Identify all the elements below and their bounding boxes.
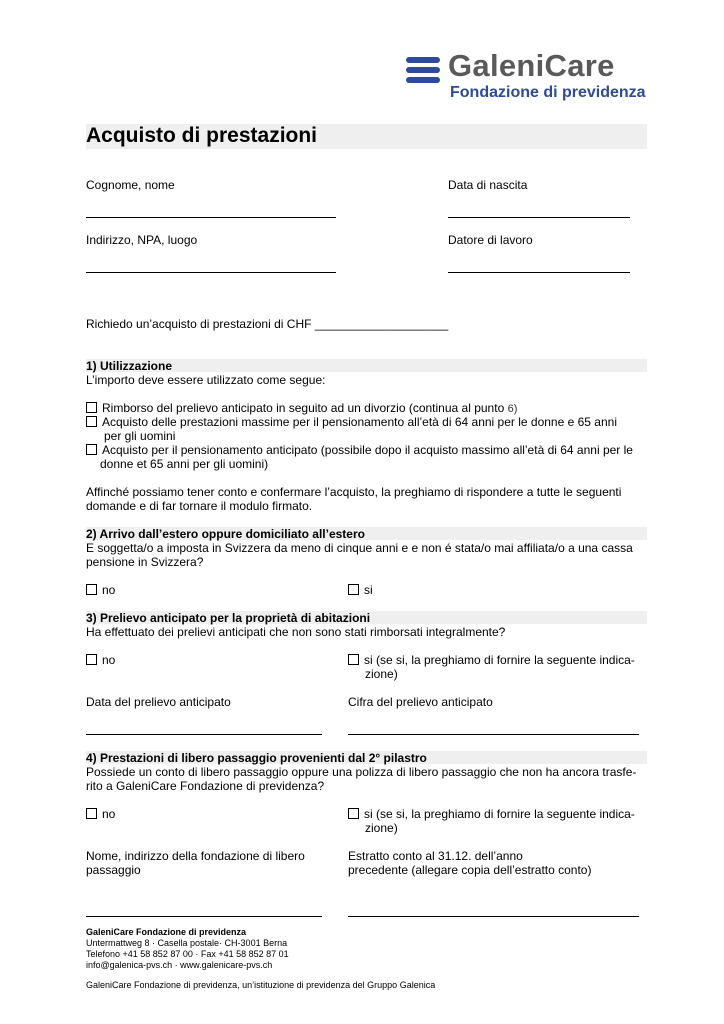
section-3-yes-option[interactable]: si (se si, la preghiamo di fornire la seguente indica-	[348, 653, 635, 667]
option-divorce-refund[interactable]: Rimborso del prelievo anticipato in seguito ad un divorzio (continua al punto 6)	[86, 401, 517, 416]
logo-stripe-icon	[406, 77, 440, 83]
checkbox[interactable]	[348, 654, 359, 665]
checkbox[interactable]	[86, 444, 97, 455]
section-2-yes-option[interactable]: si	[348, 583, 373, 597]
name-field[interactable]	[86, 217, 336, 218]
section-2-question-line-2: pensione in Svizzera?	[86, 555, 204, 569]
option-max-benefits[interactable]: Acquisto delle prestazioni massime per il pensionamento all’età di 64 anni per le donne e 65 anni	[86, 415, 617, 429]
footer-web[interactable]: info@galenica-pvs.ch · www.galenicare-pvs.ch	[86, 960, 273, 970]
brand-name: GaleniCare	[448, 48, 615, 83]
checkbox[interactable]	[86, 416, 97, 427]
address-field[interactable]	[86, 272, 336, 273]
section-2-no-option[interactable]: no	[86, 583, 115, 597]
checkbox[interactable]	[348, 584, 359, 595]
name-label: Cognome, nome	[86, 178, 175, 192]
section-1-note-line-1: Affinché possiamo tener conto e confermare l’acquisto, la preghiamo di rispondere a tutte le seguenti	[86, 485, 622, 499]
section-3-heading: 3) Prelievo anticipato per la proprietà di abitazioni	[86, 611, 371, 625]
footer-phone: Telefono +41 58 852 87 00 · Fax +41 58 852 87 01	[86, 949, 289, 959]
section-2-question-line-1: E soggetta/o a imposta in Svizzera da meno di cinque anni e e non é stata/o mai affiliata/o a una cassa	[86, 541, 633, 555]
option-early-retirement[interactable]: Acquisto per il pensionamento anticipato (possibile dopo il acquisto massimo all’età di 64 anni per le	[86, 443, 633, 457]
statement-field[interactable]	[348, 916, 639, 917]
checkbox[interactable]	[86, 584, 97, 595]
withdrawal-date-label: Data del prelievo anticipato	[86, 695, 231, 709]
section-4-yes-option[interactable]: si (se si, la preghiamo di fornire la seguente indica-	[348, 807, 635, 821]
section-1-note-line-2: domande e di far tornare il modulo firmato.	[86, 499, 313, 513]
checkbox[interactable]	[86, 808, 97, 819]
statement-label-line-2: precedente (allegare copia dell’estratto conto)	[348, 863, 592, 877]
birth-label: Data di nascita	[448, 178, 528, 192]
birth-field[interactable]	[448, 217, 630, 218]
section-4-yes-option-cont: zione)	[365, 821, 398, 835]
fund-name-label-line-2: passaggio	[86, 863, 141, 877]
logo-stripe-icon	[406, 67, 440, 73]
brand-subtitle: Fondazione di previdenza	[450, 84, 646, 101]
section-2-heading: 2) Arrivo dall’estero oppure domiciliato all’estero	[86, 527, 365, 541]
section-4-heading: 4) Prestazioni di libero passaggio provenienti dal 2° pilastro	[86, 751, 427, 765]
fund-name-label-line-1: Nome, indirizzo della fondazione di libero	[86, 849, 305, 863]
logo-stripe-icon	[406, 57, 440, 63]
section-4-question-line-2: rito a GaleniCare Fondazione di previdenza?	[86, 779, 325, 793]
section-4-no-option[interactable]: no	[86, 807, 115, 821]
statement-label-line-1: Estratto conto al 31.12. dell’anno	[348, 849, 523, 863]
address-label: Indirizzo, NPA, luogo	[86, 233, 198, 247]
page-title: Acquisto di prestazioni	[86, 124, 318, 147]
section-4-question-line-1: Possiede un conto di libero passaggio oppure una polizza di libero passaggio che non ha ancora trasfe-	[86, 765, 637, 779]
checkbox[interactable]	[348, 808, 359, 819]
section-1-intro: L’importo deve essere utilizzato come segue:	[86, 373, 326, 387]
section-3-yes-option-cont: zione)	[365, 667, 398, 681]
option-max-benefits-cont: per gli uomini	[104, 429, 176, 443]
checkbox[interactable]	[86, 402, 97, 413]
employer-field[interactable]	[448, 272, 630, 273]
section-3-no-option[interactable]: no	[86, 653, 115, 667]
section-3-question: Ha effettuato dei prelievi anticipati che non sono stati rimborsati integralmente?	[86, 625, 506, 639]
fund-name-field[interactable]	[86, 916, 322, 917]
withdrawal-amount-label: Cifra del prelievo anticipato	[348, 695, 493, 709]
section-1-heading: 1) Utilizzazione	[86, 359, 173, 373]
footer-address: Untermattweg 8 · Casella postale· CH-3001 Berna	[86, 938, 288, 948]
employer-label: Datore di lavoro	[448, 233, 533, 247]
footer-org: GaleniCare Fondazione di previdenza	[86, 927, 247, 937]
request-amount-line[interactable]: Richiedo un’acquisto di prestazioni di CHF ____________________	[86, 317, 449, 331]
withdrawal-date-field[interactable]	[86, 734, 322, 735]
withdrawal-amount-field[interactable]	[348, 734, 639, 735]
option-early-retirement-cont: donne et 65 anni per gli uomini)	[100, 457, 269, 471]
checkbox[interactable]	[86, 654, 97, 665]
footer-tagline: GaleniCare Fondazione di previdenza, un’istituzione di previdenza del Gruppo Galenica	[86, 980, 436, 990]
